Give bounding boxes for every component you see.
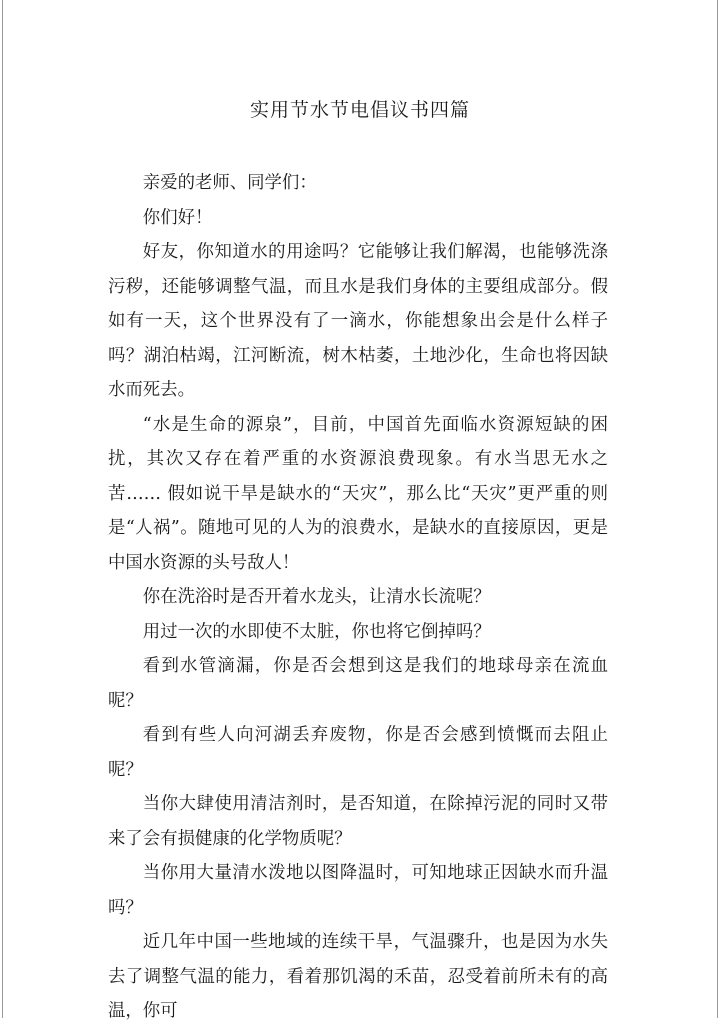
page-right-border: [717, 0, 718, 1018]
question-pollution: 看到有些人向河湖丢弃废物，你是否会感到愤慨而去阻止呢？: [108, 725, 608, 780]
question-shower: 你在洗浴时是否开着水龙头，让清水长流呢？: [142, 587, 491, 607]
paragraph-drought: 近几年中国一些地域的连续干旱，气温骤升，也是因为水失去了调整气温的能力，看着那饥渴的禾苗，忍受着前所未有的高温，你可: [108, 932, 608, 1021]
salutation: 亲爱的老师、同学们：: [142, 173, 317, 193]
question-leak: 看到水管滴漏，你是否会想到这是我们的地球母亲在流血呢？: [108, 656, 608, 711]
document-title: 实用节水节电倡议书四篇: [249, 99, 470, 121]
paragraph-water-shortage: “水是生命的源泉”，目前，中国首先面临水资源短缺的困扰，其次又存在着严重的水资源浪费现象。有水当思无水之苦…… 假如说干旱是缺水的“天灾”，那么比“天灾”更严重的则是“人祸”。随地可见的人为的浪费水，是缺水的直接原因，更是中国水资源的头号敌人！: [108, 414, 608, 573]
question-reuse: 用过一次的水即使不太脏，你也将它倒掉吗？: [142, 621, 491, 642]
question-cooling: 当你用大量清水泼地以图降温时，可知地球正因缺水而升温吗？: [108, 863, 608, 918]
document-body: [108, 166, 608, 1029]
paragraph-water-uses: 好友，你知道水的用途吗？它能够让我们解渴，也能够洗涤污秽，还能够调整气温，而且水是我们身体的主要组成部分。假如有一天，这个世界没有了一滴水，你能想象出会是什么样子吗？湖泊枯竭，江河断流，树木枯萎，土地沙化，生命也将因缺水而死去。: [108, 242, 608, 400]
question-detergent: 当你大肆使用清洁剂时，是否知道，在除掉污泥的同时又带来了会有损健康的化学物质呢？: [108, 794, 608, 849]
page-left-border: [2, 0, 3, 1018]
greeting: 你们好！: [142, 207, 213, 228]
